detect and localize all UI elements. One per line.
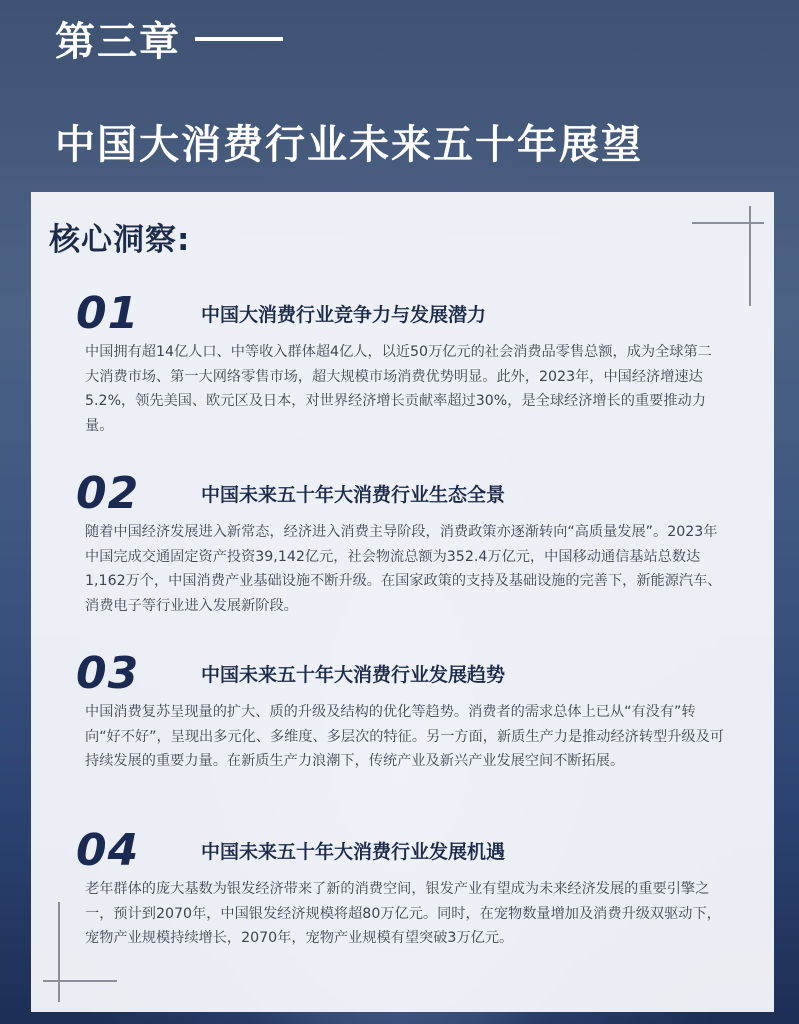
chapter-heading [55, 10, 283, 67]
section-title: 中国未来五十年大消费行业发展趋势 [201, 664, 506, 686]
chapter-dash-line [195, 37, 283, 41]
section-title: 中国大消费行业竞争力与发展潜力 [201, 304, 487, 326]
page-title: 中国大消费行业未来五十年展望 [55, 122, 643, 168]
section-number: 03 [76, 648, 140, 699]
insights-card [31, 192, 774, 1012]
section-number: 04 [76, 825, 140, 876]
corner-line-bottom-vertical [58, 902, 60, 1002]
chapter-label: 第三章 [55, 19, 181, 65]
section-body: 中国拥有超14亿人口、中等收入群体超4亿人，以近50万亿元的社会消费品零售总额，成为全球第二大消费市场、第一大网络零售市场，超大规模市场消费优势明显。此外，2023年，中国经济增速达5.2%，领先美国、欧元区及日本，对世界经济增长贡献率超过30%，是全球经济增长的重要推动力量。 [85, 344, 712, 434]
card-title: 核心洞察: [49, 222, 191, 258]
section-title: 中国未来五十年大消费行业发展机遇 [201, 841, 506, 863]
corner-line-top-horizontal [692, 222, 764, 224]
corner-line-bottom-horizontal [43, 980, 117, 982]
section-title: 中国未来五十年大消费行业生态全景 [201, 484, 506, 506]
section-body: 中国消费复苏呈现量的扩大、质的升级及结构的优化等趋势。消费者的需求总体上已从“有没有”转向“好不好”，呈现出多元化、多维度、多层次的特征。另一方面，新质生产力是推动经济转型升级及可持续发展的重要力量。在新质生产力浪潮下，传统产业及新兴产业发展空间不断拓展。 [85, 704, 724, 769]
section-body: 随着中国经济发展进入新常态，经济进入消费主导阶段，消费政策亦逐渐转向“高质量发展”。2023年中国完成交通固定资产投资39,142亿元，社会物流总额为352.4万亿元，中国移动通信基站总数达1,162万个，中国消费产业基础设施不断升级。在国家政策的支持及基础设施的完善下，新能源汽车、消费电子等行业进入发展新阶段。 [85, 524, 722, 614]
section-number: 02 [76, 468, 140, 519]
section-body: 老年群体的庞大基数为银发经济带来了新的消费空间，银发产业有望成为未来经济发展的重要引擎之一，预计到2070年，中国银发经济规模将超80万亿元。同时，在宠物数量增加及消费升级双驱动下，宠物产业规模持续增长，2070年，宠物产业规模有望突破3万亿元。 [85, 881, 721, 946]
section-number: 01 [76, 288, 140, 339]
corner-line-top-vertical [749, 206, 751, 306]
